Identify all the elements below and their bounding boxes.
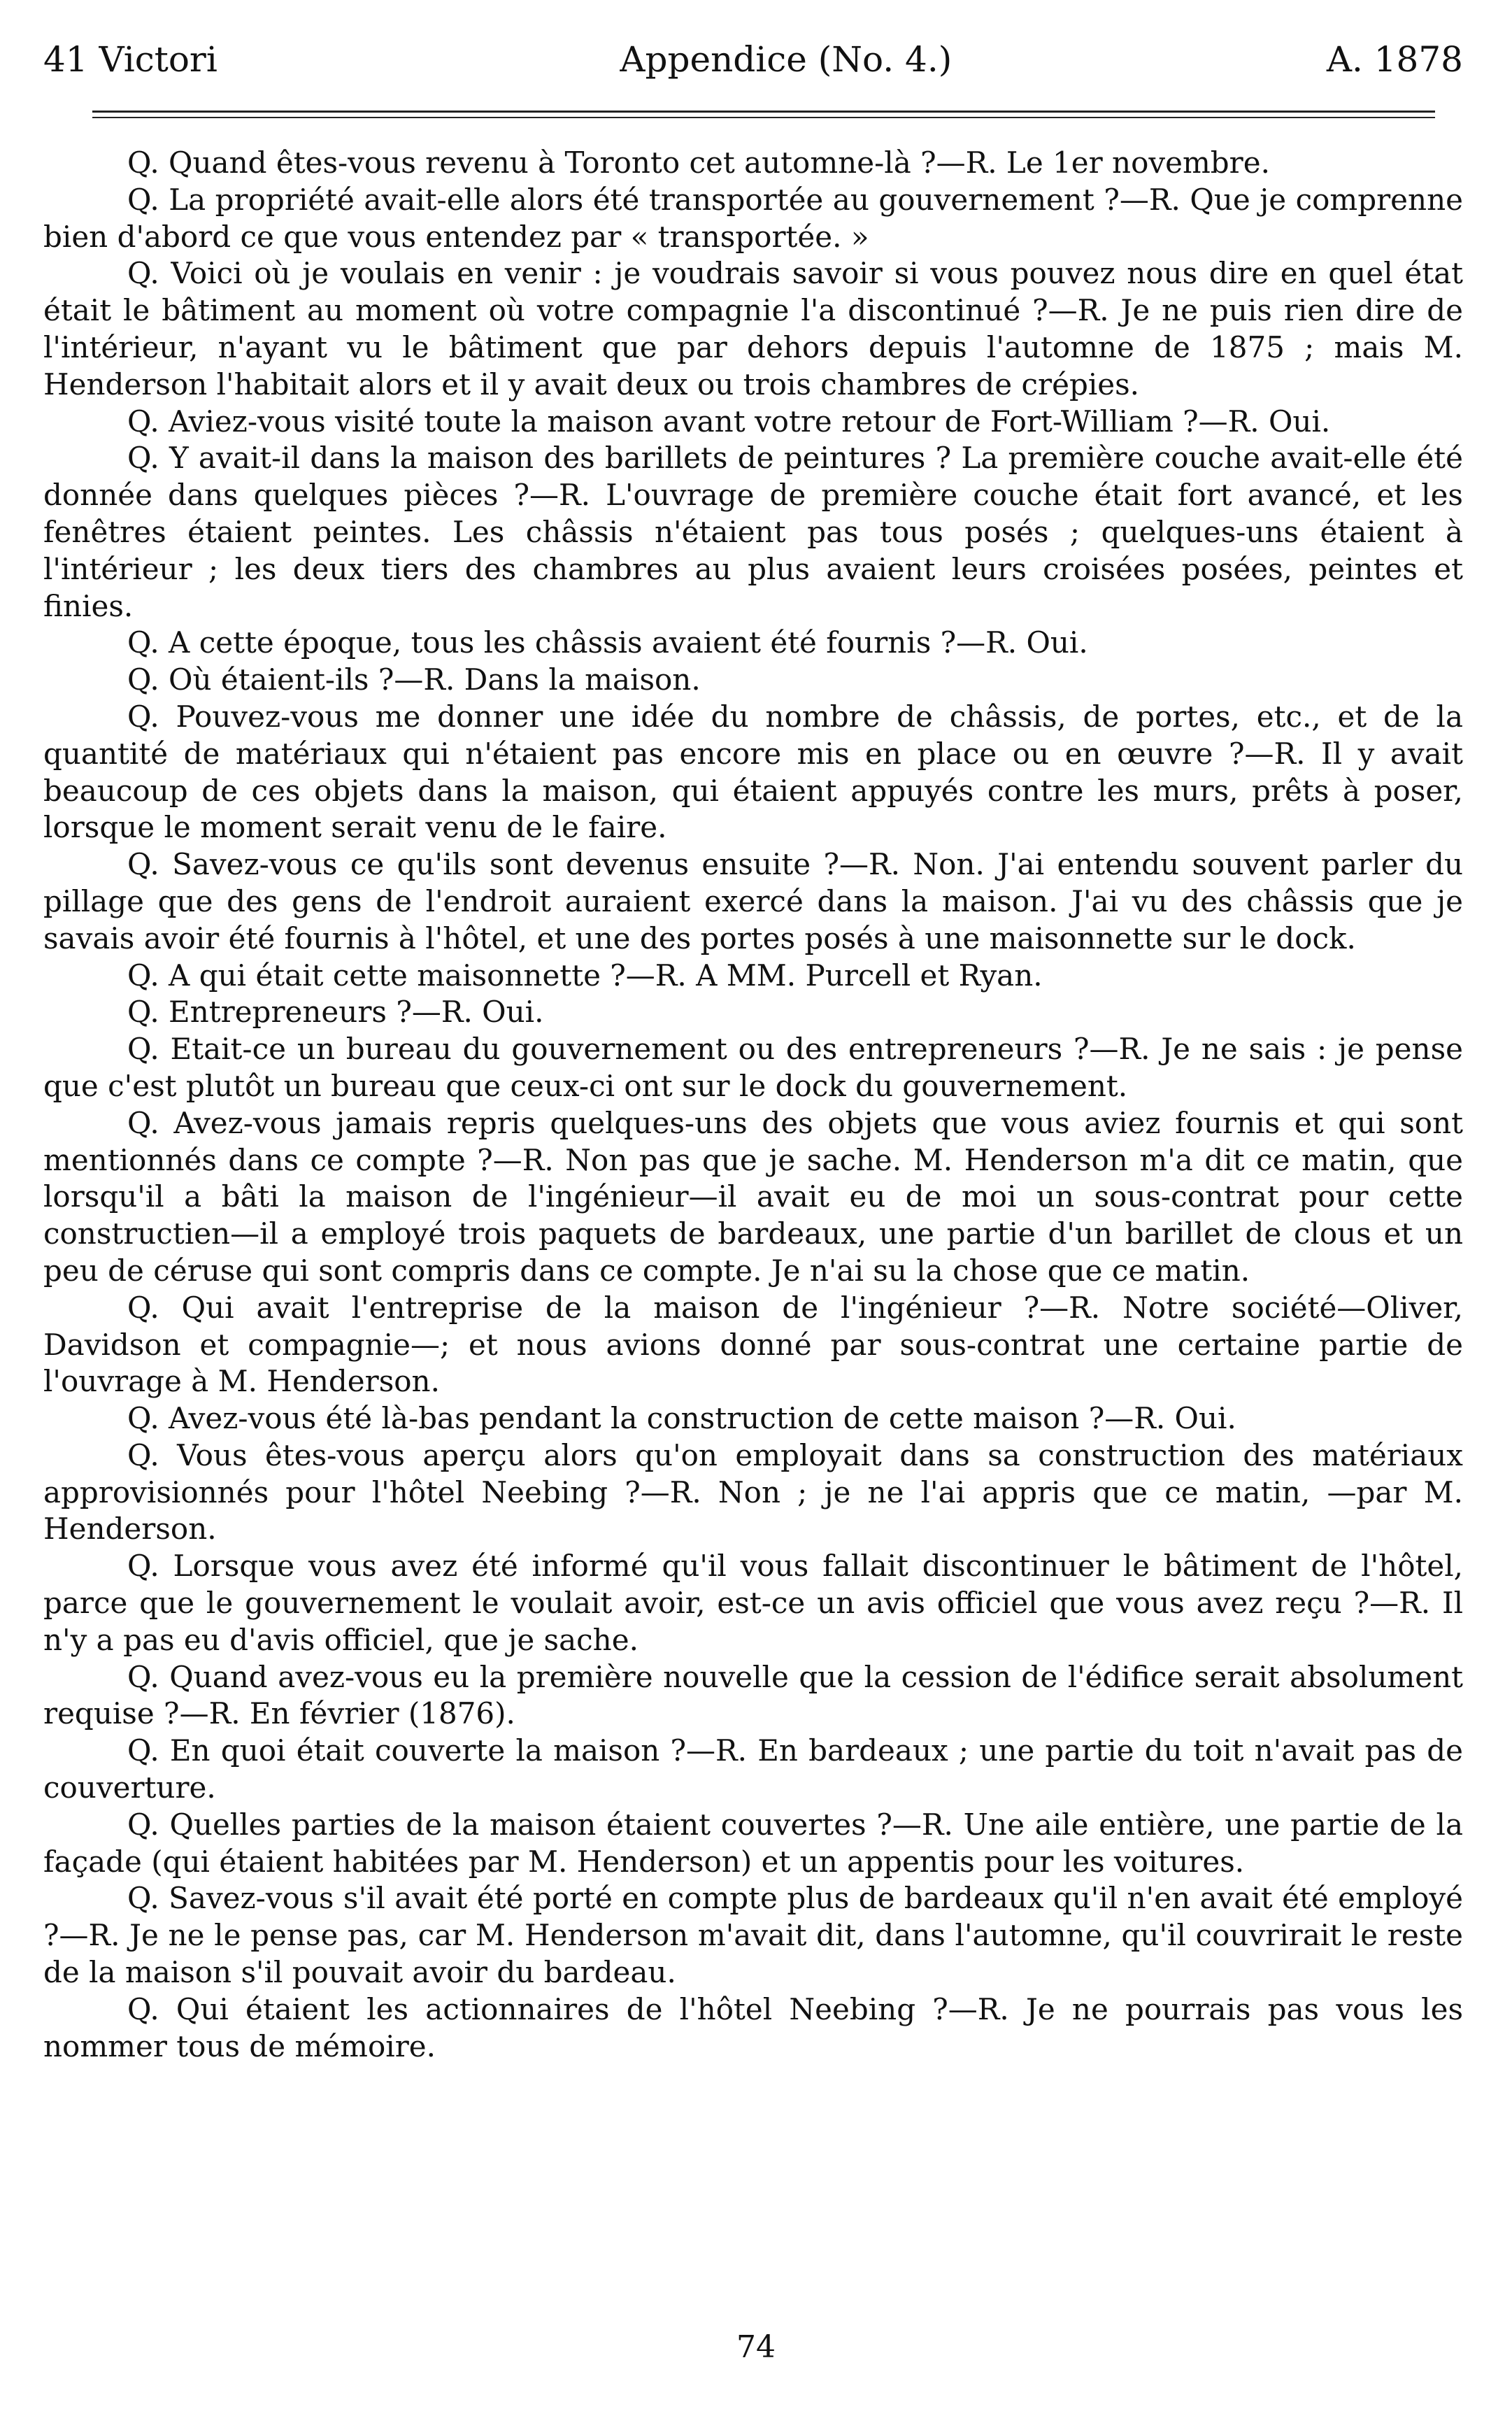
paragraph: Q. En quoi était couverte la maison ?—R. En bardeaux ; une partie du toit n'avait pas de couverture. xyxy=(43,1733,1463,1805)
paragraph: Q. Qui avait l'entreprise de la maison de l'ingénieur ?—R. Notre société—Oliver, Davidson et compagnie—; et nous avions donné par sous-contrat une certaine partie de l'ouvrage à M. Henderson. xyxy=(43,1290,1463,1399)
paragraph: Q. Où étaient-ils ?—R. Dans la maison. xyxy=(127,662,701,697)
paragraph: Q. Voici où je voulais en venir : je voudrais savoir si vous pouvez nous dire en quel état était le bâtiment au moment où votre compagnie l'a discontinué ?—R. Je ne puis rien dire de l'intérieur, n'ayant vu le bâtiment que par dehors depuis l'automne de 1875 ; mais M. Henderson l'habitait alors et il y avait deux ou trois chambres de crépies. xyxy=(43,256,1463,402)
paragraph: Q. Savez-vous s'il avait été porté en compte plus de bardeaux qu'il n'en avait été employé ?—R. Je ne le pense pas, car M. Henderson m'avait dit, dans l'automne, qu'il couvrirait le reste de la maison s'il pouvait avoir du bardeau. xyxy=(43,1881,1463,1990)
paragraph: Q. Avez-vous jamais repris quelques-uns des objets que vous aviez fournis et qui sont mentionnés dans ce compte ?—R. Non pas que je sache. M. Henderson m'a dit ce matin, que lorsqu'il a bâti la maison de l'ingénieur—il avait eu de moi un sous-contrat pour cette constructien—il a employé trois paquets de bardeaux, une partie d'un barillet de clous et un peu de céruse qui sont compris dans ce compte. Je n'ai su la chose que ce matin. xyxy=(43,1105,1463,1288)
paragraph: Q. Quand êtes-vous revenu à Toronto cet automne-là ?—R. Le 1er novembre. xyxy=(127,145,1270,180)
paragraph: Q. Y avait-il dans la maison des barillets de peintures ? La première couche avait-elle été donnée dans quelques pièces ?—R. L'ouvrage de première couche était fort avancé, et les fenêtres étaient peintes. Les châssis n'étaient pas tous posés ; quelques-uns étaient à l'intérieur ; les deux tiers des chambres au plus avaient leurs croisées posées, peintes et finies. xyxy=(43,441,1463,623)
paragraph: Q. Quand avez-vous eu la première nouvelle que la cession de l'édifice serait absolument requise ?—R. En février (1876). xyxy=(43,1659,1463,1731)
paragraph: Q. A cette époque, tous les châssis avaient été fournis ?—R. Oui. xyxy=(127,625,1088,660)
header-center: Appendice (No. 4.) xyxy=(620,39,953,80)
paragraph: Q. La propriété avait-elle alors été transportée au gouvernement ?—R. Que je comprenne bien d'abord ce que vous entendez par « transportée. » xyxy=(43,182,1463,254)
paragraph: Q. Etait-ce un bureau du gouvernement ou des entrepreneurs ?—R. Je ne sais : je pense que c'est plutôt un bureau que ceux-ci ont sur le dock du gouvernement. xyxy=(43,1032,1463,1103)
paragraph: Q. Pouvez-vous me donner une idée du nombre de châssis, de portes, etc., et de la quantité de matériaux qui n'étaient pas encore mis en place ou en œuvre ?—R. Il y avait beaucoup de ces objets dans la maison, qui étaient appuyés contre les murs, prêts à poser, lorsque le moment serait venu de le faire. xyxy=(43,699,1463,845)
page-number: 74 xyxy=(736,2329,776,2365)
paragraph: Q. Savez-vous ce qu'ils sont devenus ensuite ?—R. Non. J'ai entendu souvent parler du pillage que des gens de l'endroit auraient exercé dans la maison. J'ai vu des châssis que je savais avoir été fournis à l'hôtel, et une des portes posés à une maisonnette sur le dock. xyxy=(43,847,1463,955)
paragraph: Q. Qui étaient les actionnaires de l'hôtel Neebing ?—R. Je ne pourrais pas vous les nommer tous de mémoire. xyxy=(43,1991,1463,2063)
body-text xyxy=(43,145,1463,2065)
paragraph: Q. Avez-vous été là-bas pendant la construction de cette maison ?—R. Oui. xyxy=(127,1401,1236,1436)
header-rule-top xyxy=(92,111,1435,113)
paragraph: Q. A qui était cette maisonnette ?—R. A MM. Purcell et Ryan. xyxy=(127,958,1043,993)
paragraph: Q. Quelles parties de la maison étaient couvertes ?—R. Une aile entière, une partie de la façade (qui étaient habitées par M. Henderson) et un appentis pour les voitures. xyxy=(43,1807,1463,1879)
document-page xyxy=(43,28,1463,2065)
header-rule-bottom xyxy=(92,117,1435,118)
header-right: A. 1878 xyxy=(1326,39,1463,80)
header-left: 41 Victori xyxy=(43,39,217,80)
paragraph: Q. Vous êtes-vous aperçu alors qu'on employait dans sa construction des matériaux approvisionnés pour l'hôtel Neebing ?—R. Non ; je ne l'ai appris que ce matin, —par M. Henderson. xyxy=(43,1437,1463,1547)
page-header xyxy=(43,28,1463,91)
paragraph: Q. Lorsque vous avez été informé qu'il vous fallait discontinuer le bâtiment de l'hôtel, parce que le gouvernement le voulait avoir, est-ce un avis officiel que vous avez reçu ?—R. Il n'y a pas eu d'avis officiel, que je sache. xyxy=(43,1549,1463,1657)
paragraph: Q. Entrepreneurs ?—R. Oui. xyxy=(127,995,544,1030)
paragraph: Q. Aviez-vous visité toute la maison avant votre retour de Fort-William ?—R. Oui. xyxy=(127,404,1331,439)
